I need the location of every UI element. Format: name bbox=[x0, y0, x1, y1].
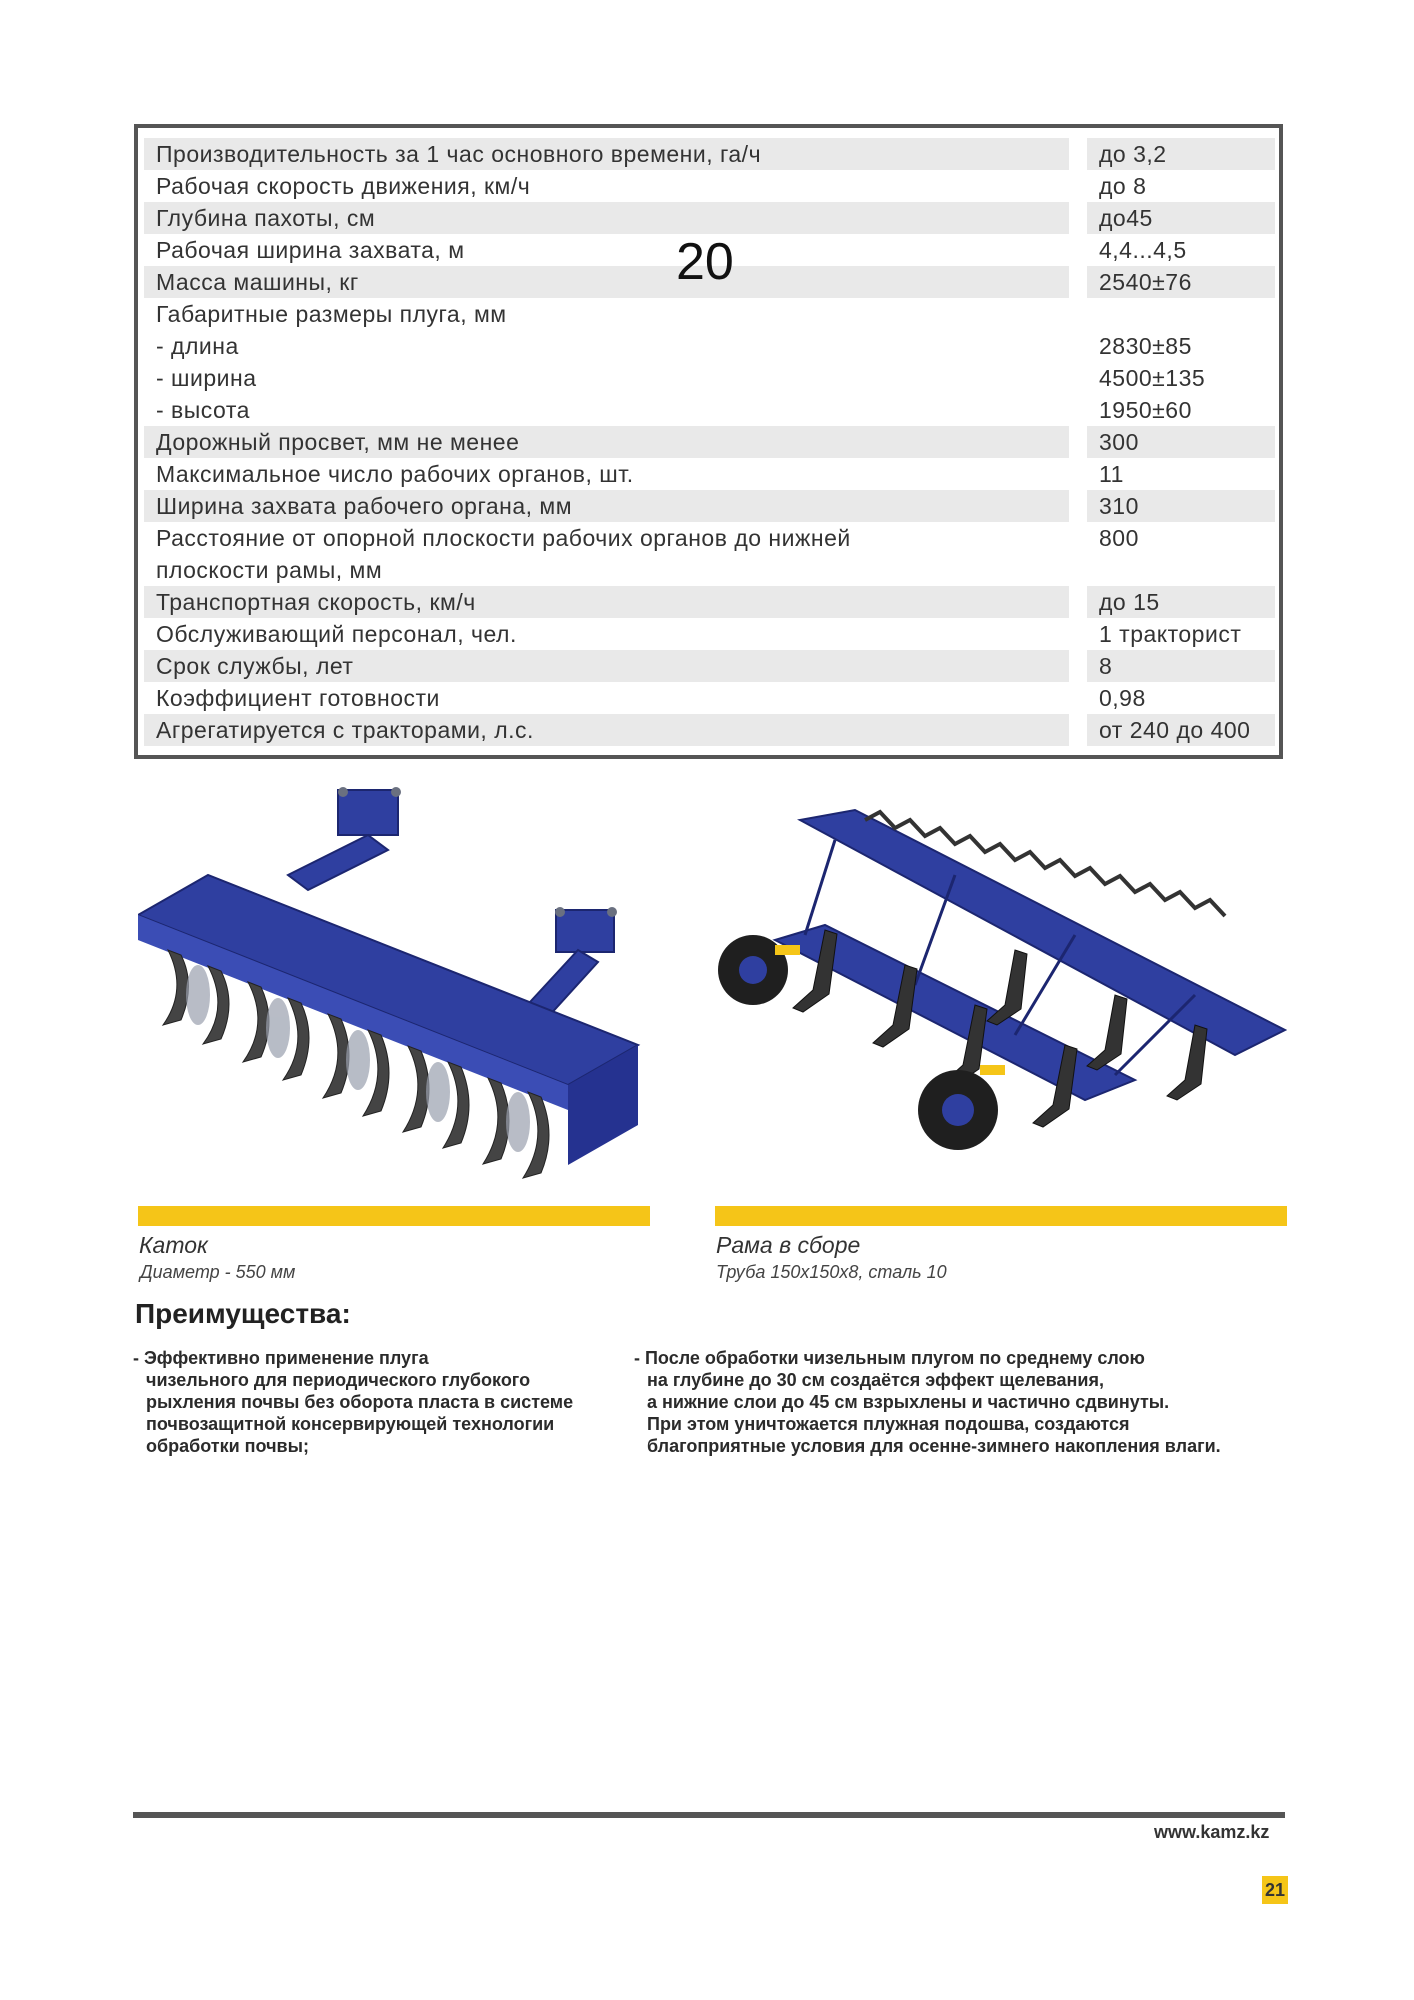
spec-row bbox=[144, 650, 1275, 682]
figure-caption-title: Рама в сборе bbox=[716, 1232, 861, 1258]
spec-row bbox=[144, 362, 1275, 394]
spec-label-line: плоскости рамы, мм bbox=[156, 557, 383, 583]
spec-table bbox=[134, 124, 1283, 759]
spec-label-line: Расстояние от опорной плоскости рабочих органов до нижней bbox=[156, 525, 851, 551]
footer-divider bbox=[133, 1812, 1285, 1818]
advantages-right-column bbox=[634, 1347, 1221, 1457]
advantages-heading: Преимущества: bbox=[135, 1298, 351, 1329]
accent-bar bbox=[715, 1206, 1287, 1226]
spec-value: 4,4...4,5 bbox=[1099, 237, 1187, 263]
advantage-line: на глубине до 30 см создаётся эффект щелевания, bbox=[647, 1370, 1104, 1390]
spec-value: 11 bbox=[1099, 461, 1124, 487]
advantage-line: обработки почвы; bbox=[146, 1436, 309, 1456]
spec-value: 800 bbox=[1099, 525, 1139, 551]
spec-value: 1950±60 bbox=[1099, 397, 1192, 423]
spec-label: Коэффициент готовности bbox=[156, 685, 440, 711]
spec-value: 2540±76 bbox=[1087, 266, 1275, 298]
advantage-line: При этом уничтожается плужная подошва, создаются bbox=[647, 1414, 1130, 1434]
spec-label: Масса машины, кг bbox=[144, 266, 1069, 298]
spec-row bbox=[144, 714, 1275, 746]
spec-value: 0,98 bbox=[1099, 685, 1146, 711]
frame-assembly-image bbox=[715, 780, 1287, 1210]
advantage-line: а нижние слои до 45 см взрыхлены и частично сдвинуты. bbox=[647, 1392, 1170, 1412]
spec-value: 300 bbox=[1087, 426, 1275, 458]
advantage-line: - После обработки чизельным плугом по среднему слою bbox=[634, 1348, 1145, 1368]
spec-row bbox=[144, 458, 1275, 490]
spec-value: до 3,2 bbox=[1087, 138, 1275, 170]
spec-row bbox=[144, 394, 1275, 426]
spec-label: Транспортная скорость, км/ч bbox=[144, 586, 1069, 618]
advantage-line: чизельного для периодического глубокого bbox=[146, 1370, 531, 1390]
spec-label: - ширина bbox=[156, 365, 257, 391]
spec-value: 4500±135 bbox=[1099, 365, 1206, 391]
spec-row bbox=[144, 522, 1275, 586]
spec-label: - высота bbox=[156, 397, 250, 423]
spec-value: 2830±85 bbox=[1099, 333, 1192, 359]
spec-label: Габаритные размеры плуга, мм bbox=[156, 301, 507, 327]
spec-row bbox=[144, 170, 1275, 202]
spec-label bbox=[144, 522, 1069, 586]
roller-image bbox=[138, 780, 650, 1210]
page-number-badge: 21 bbox=[1262, 1876, 1288, 1904]
spec-label: - длина bbox=[156, 333, 239, 359]
spec-label: Ширина захвата рабочего органа, мм bbox=[144, 490, 1069, 522]
spec-value: 1 тракторист bbox=[1099, 621, 1242, 647]
spec-row bbox=[144, 138, 1275, 170]
figure-caption-subtitle: Диаметр - 550 мм bbox=[140, 1262, 296, 1282]
spec-value: до 8 bbox=[1099, 173, 1147, 199]
advantage-line: почвозащитной консервирующей технологии bbox=[146, 1414, 555, 1434]
spec-row bbox=[144, 586, 1275, 618]
spec-row bbox=[144, 202, 1275, 234]
accent-bar bbox=[138, 1206, 650, 1226]
figure-caption-subtitle: Труба 150х150х8, сталь 10 bbox=[716, 1262, 947, 1282]
spec-label: Дорожный просвет, мм не менее bbox=[144, 426, 1069, 458]
spec-value: до45 bbox=[1087, 202, 1275, 234]
spec-label: Агрегатируется с тракторами, л.с. bbox=[144, 714, 1069, 746]
spec-value: от 240 до 400 bbox=[1087, 714, 1275, 746]
spec-label: Глубина пахоты, см bbox=[144, 202, 1069, 234]
spec-row bbox=[144, 490, 1275, 522]
overlay-page-number: 20 bbox=[676, 233, 734, 291]
footer-website-link[interactable]: www.kamz.kz bbox=[1154, 1822, 1270, 1842]
spec-row bbox=[144, 618, 1275, 650]
spec-label: Рабочая ширина захвата, м bbox=[156, 237, 465, 263]
spec-value: до 15 bbox=[1087, 586, 1275, 618]
spec-label: Максимальное число рабочих органов, шт. bbox=[156, 461, 634, 487]
advantage-line: благоприятные условия для осенне-зимнего накопления влаги. bbox=[647, 1436, 1221, 1456]
spec-label: Рабочая скорость движения, км/ч bbox=[156, 173, 531, 199]
spec-label: Производительность за 1 час основного времени, га/ч bbox=[144, 138, 1069, 170]
spec-value bbox=[1087, 298, 1275, 330]
advantage-line: - Эффективно применение плуга bbox=[133, 1348, 429, 1368]
spec-row bbox=[144, 426, 1275, 458]
spec-value: 310 bbox=[1087, 490, 1275, 522]
spec-label: Обслуживающий персонал, чел. bbox=[156, 621, 517, 647]
spec-row bbox=[144, 298, 1275, 330]
advantages-left-column bbox=[133, 1347, 573, 1457]
advantage-line: рыхления почвы без оборота пласта в системе bbox=[146, 1392, 574, 1412]
spec-row bbox=[144, 330, 1275, 362]
spec-value: 8 bbox=[1087, 650, 1275, 682]
figure-caption-title: Каток bbox=[139, 1232, 208, 1258]
spec-label: Срок службы, лет bbox=[144, 650, 1069, 682]
spec-row bbox=[144, 682, 1275, 714]
